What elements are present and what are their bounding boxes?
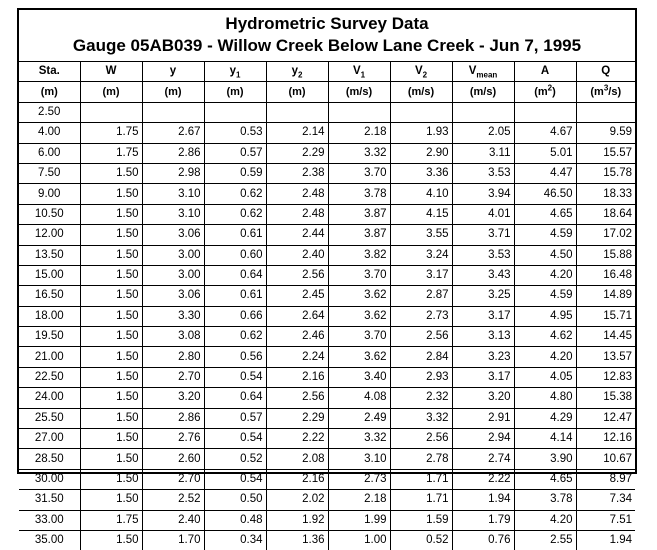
table-cell: 4.05	[514, 367, 576, 387]
column-header-label: y	[169, 65, 177, 78]
table-cell: 1.50	[80, 490, 142, 510]
table-cell: 2.05	[452, 123, 514, 143]
table-cell: 2.56	[266, 388, 328, 408]
table-cell: 30.00	[19, 469, 80, 489]
table-cell: 2.38	[266, 163, 328, 183]
table-cell: 3.13	[452, 327, 514, 347]
column-unit	[266, 82, 328, 102]
column-unit-label: (m)	[226, 85, 244, 98]
table-cell: 3.32	[328, 143, 390, 163]
table-row	[19, 367, 635, 387]
table-cell: 2.22	[452, 469, 514, 489]
table-cell: 3.10	[328, 449, 390, 469]
table-cell: 12.00	[19, 225, 80, 245]
table-cell: 3.36	[390, 163, 452, 183]
table-cell: 1.75	[80, 143, 142, 163]
table-cell: 1.00	[328, 530, 390, 550]
table-row	[19, 510, 635, 530]
column-header-label: W	[105, 65, 117, 78]
table-cell: 7.34	[576, 490, 635, 510]
column-unit	[452, 82, 514, 102]
table-cell: 3.62	[328, 286, 390, 306]
table-cell: 1.36	[266, 530, 328, 550]
table-cell: 1.50	[80, 530, 142, 550]
column-unit-label: (m/s)	[469, 85, 497, 98]
table-cell: 16.50	[19, 286, 80, 306]
table-cell: 12.16	[576, 429, 635, 449]
table-cell	[142, 102, 204, 122]
table-row	[19, 102, 635, 122]
column-header-label: V	[352, 65, 361, 78]
table-cell: 0.59	[204, 163, 266, 183]
table-cell: 3.82	[328, 245, 390, 265]
table-cell: 2.70	[142, 367, 204, 387]
column-unit-label: (m)	[40, 85, 58, 98]
table-row	[19, 286, 635, 306]
table-cell: 13.50	[19, 245, 80, 265]
table-cell: 9.00	[19, 184, 80, 204]
table-cell: 0.62	[204, 327, 266, 347]
table-cell: 21.00	[19, 347, 80, 367]
table-cell: 3.10	[142, 184, 204, 204]
table-cell: 33.00	[19, 510, 80, 530]
column-unit	[328, 82, 390, 102]
table-cell: 2.74	[452, 449, 514, 469]
table-row	[19, 265, 635, 285]
table-cell: 2.45	[266, 286, 328, 306]
table-cell: 0.62	[204, 184, 266, 204]
table-row	[19, 306, 635, 326]
survey-table	[19, 62, 635, 550]
table-cell: 1.75	[80, 510, 142, 530]
table-cell: 2.98	[142, 163, 204, 183]
column-unit-label: (m)	[102, 85, 120, 98]
table-cell: 1.50	[80, 184, 142, 204]
table-cell: 2.16	[266, 367, 328, 387]
table-cell: 4.08	[328, 388, 390, 408]
table-cell: 3.62	[328, 306, 390, 326]
table-cell	[266, 102, 328, 122]
column-unit-label: (m	[590, 85, 604, 98]
table-cell: 17.02	[576, 225, 635, 245]
table-cell: 15.88	[576, 245, 635, 265]
header-row	[19, 62, 635, 82]
table-cell: 3.25	[452, 286, 514, 306]
table-cell: 16.48	[576, 265, 635, 285]
table-cell: 3.20	[452, 388, 514, 408]
table-cell: 4.95	[514, 306, 576, 326]
table-cell: 2.73	[328, 469, 390, 489]
column-header-label: V	[414, 65, 423, 78]
table-row	[19, 123, 635, 143]
table-cell: 2.44	[266, 225, 328, 245]
table-row	[19, 469, 635, 489]
table-cell: 2.70	[142, 469, 204, 489]
title-block	[19, 10, 635, 62]
table-cell: 3.24	[390, 245, 452, 265]
column-header-subscript: 1	[235, 70, 241, 80]
table-cell: 2.76	[142, 429, 204, 449]
column-unit-tail: /s)	[608, 85, 622, 98]
column-header-subscript: 1	[360, 70, 366, 80]
table-cell: 1.50	[80, 388, 142, 408]
table-cell: 2.56	[390, 327, 452, 347]
table-cell: 0.62	[204, 204, 266, 224]
table-cell: 2.64	[266, 306, 328, 326]
table-cell: 46.50	[514, 184, 576, 204]
table-cell: 0.56	[204, 347, 266, 367]
survey-sheet	[17, 8, 637, 547]
column-header	[266, 62, 328, 82]
column-unit-label: (m/s)	[345, 85, 373, 98]
table-cell: 25.50	[19, 408, 80, 428]
table-cell: 3.00	[142, 265, 204, 285]
table-cell: 3.43	[452, 265, 514, 285]
column-header-label: V	[468, 65, 477, 78]
table-cell: 2.50	[19, 102, 80, 122]
column-unit	[19, 82, 80, 102]
table-cell: 24.00	[19, 388, 80, 408]
column-header	[19, 62, 80, 82]
table-cell: 0.57	[204, 408, 266, 428]
units-row	[19, 82, 635, 102]
table-cell: 0.60	[204, 245, 266, 265]
table-cell: 5.01	[514, 143, 576, 163]
table-cell: 28.50	[19, 449, 80, 469]
table-cell: 35.00	[19, 530, 80, 550]
column-unit-label: (m/s)	[407, 85, 435, 98]
table-cell: 3.32	[390, 408, 452, 428]
column-header-label: Q	[601, 65, 611, 78]
table-cell: 1.50	[80, 163, 142, 183]
table-cell: 3.11	[452, 143, 514, 163]
table-cell: 1.94	[576, 530, 635, 550]
table-cell: 2.73	[390, 306, 452, 326]
table-cell: 0.54	[204, 367, 266, 387]
column-header-label: y	[229, 65, 236, 78]
table-cell: 6.00	[19, 143, 80, 163]
page-subtitle: Gauge 05AB039 - Willow Creek Below Lane Creek - Jun 7, 1995	[72, 36, 582, 55]
table-cell: 3.70	[328, 163, 390, 183]
table-cell: 0.61	[204, 286, 266, 306]
table-cell: 3.53	[452, 163, 514, 183]
table-cell: 4.80	[514, 388, 576, 408]
table-cell: 4.65	[514, 204, 576, 224]
table-cell: 2.02	[266, 490, 328, 510]
table-row	[19, 184, 635, 204]
table-cell: 2.29	[266, 143, 328, 163]
table-cell: 1.50	[80, 449, 142, 469]
column-header	[390, 62, 452, 82]
table-cell: 1.59	[390, 510, 452, 530]
table-row	[19, 429, 635, 449]
table-cell: 19.50	[19, 327, 80, 347]
table-cell: 15.78	[576, 163, 635, 183]
table-row	[19, 530, 635, 550]
table-cell: 1.75	[80, 123, 142, 143]
table-cell: 3.87	[328, 204, 390, 224]
column-header-label: y	[291, 65, 298, 78]
table-cell: 3.06	[142, 286, 204, 306]
table-cell: 1.94	[452, 490, 514, 510]
table-cell: 2.56	[390, 429, 452, 449]
table-cell: 3.08	[142, 327, 204, 347]
table-cell: 0.52	[204, 449, 266, 469]
table-cell: 3.40	[328, 367, 390, 387]
table-cell: 2.91	[452, 408, 514, 428]
table-cell: 1.50	[80, 265, 142, 285]
table-cell: 2.32	[390, 388, 452, 408]
table-cell: 0.64	[204, 265, 266, 285]
table-cell: 4.47	[514, 163, 576, 183]
table-cell: 15.57	[576, 143, 635, 163]
table-cell: 2.60	[142, 449, 204, 469]
table-cell: 4.65	[514, 469, 576, 489]
table-cell: 1.50	[80, 347, 142, 367]
table-cell: 4.67	[514, 123, 576, 143]
column-header	[452, 62, 514, 82]
table-cell: 3.20	[142, 388, 204, 408]
table-cell: 2.78	[390, 449, 452, 469]
table-row	[19, 204, 635, 224]
column-unit-superscript: 3	[603, 82, 609, 92]
table-cell: 2.90	[390, 143, 452, 163]
table-cell: 2.84	[390, 347, 452, 367]
column-unit-tail: )	[552, 85, 556, 98]
table-row	[19, 490, 635, 510]
table-row	[19, 408, 635, 428]
table-cell: 22.50	[19, 367, 80, 387]
table-cell: 0.34	[204, 530, 266, 550]
table-cell	[514, 102, 576, 122]
table-cell: 7.51	[576, 510, 635, 530]
table-cell: 2.24	[266, 347, 328, 367]
table-cell: 1.50	[80, 204, 142, 224]
table-cell: 2.18	[328, 123, 390, 143]
table-cell: 2.29	[266, 408, 328, 428]
table-cell: 1.50	[80, 286, 142, 306]
table-cell	[204, 102, 266, 122]
column-header-label: Sta.	[38, 65, 60, 78]
table-cell: 3.55	[390, 225, 452, 245]
column-header-label: A	[540, 65, 550, 78]
table-cell: 2.52	[142, 490, 204, 510]
table-cell: 18.00	[19, 306, 80, 326]
table-cell	[80, 102, 142, 122]
table-cell	[390, 102, 452, 122]
column-header	[142, 62, 204, 82]
table-row	[19, 347, 635, 367]
table-cell: 2.14	[266, 123, 328, 143]
table-cell: 3.70	[328, 327, 390, 347]
table-cell: 1.79	[452, 510, 514, 530]
table-cell: 2.48	[266, 184, 328, 204]
column-unit	[390, 82, 452, 102]
table-cell: 15.00	[19, 265, 80, 285]
table-cell: 1.50	[80, 306, 142, 326]
table-cell: 1.71	[390, 469, 452, 489]
table-cell: 1.92	[266, 510, 328, 530]
table-cell: 1.50	[80, 367, 142, 387]
table-cell: 4.10	[390, 184, 452, 204]
column-header	[328, 62, 390, 82]
table-row	[19, 449, 635, 469]
table-cell: 0.53	[204, 123, 266, 143]
table-cell: 0.54	[204, 469, 266, 489]
table-cell: 0.64	[204, 388, 266, 408]
table-row	[19, 163, 635, 183]
table-cell: 18.33	[576, 184, 635, 204]
table-cell: 2.49	[328, 408, 390, 428]
table-cell: 2.16	[266, 469, 328, 489]
table-cell: 15.38	[576, 388, 635, 408]
table-cell: 3.30	[142, 306, 204, 326]
column-unit-label: (m)	[164, 85, 182, 98]
table-cell: 27.00	[19, 429, 80, 449]
table-cell: 18.64	[576, 204, 635, 224]
table-cell: 3.17	[390, 265, 452, 285]
table-cell: 2.48	[266, 204, 328, 224]
table-cell: 8.97	[576, 469, 635, 489]
table-cell: 2.86	[142, 143, 204, 163]
column-unit-label: (m)	[288, 85, 306, 98]
table-cell: 2.18	[328, 490, 390, 510]
page-title: Hydrometric Survey Data	[225, 14, 429, 33]
table-cell: 4.20	[514, 510, 576, 530]
column-unit-superscript: 2	[547, 82, 553, 92]
table-cell: 3.87	[328, 225, 390, 245]
column-header	[80, 62, 142, 82]
table-cell: 0.50	[204, 490, 266, 510]
table-cell: 2.55	[514, 530, 576, 550]
table-cell	[328, 102, 390, 122]
table-cell: 4.01	[452, 204, 514, 224]
table-cell: 1.50	[80, 429, 142, 449]
column-unit-label: (m	[534, 85, 548, 98]
table-cell: 4.59	[514, 225, 576, 245]
table-cell: 4.15	[390, 204, 452, 224]
table-cell: 12.47	[576, 408, 635, 428]
table-cell: 3.90	[514, 449, 576, 469]
table-cell: 0.48	[204, 510, 266, 530]
table-cell: 3.06	[142, 225, 204, 245]
table-cell: 3.62	[328, 347, 390, 367]
table-cell: 4.00	[19, 123, 80, 143]
table-cell: 14.45	[576, 327, 635, 347]
table-cell	[576, 102, 635, 122]
table-row	[19, 245, 635, 265]
table-cell: 2.93	[390, 367, 452, 387]
table-cell: 2.56	[266, 265, 328, 285]
table-cell: 2.86	[142, 408, 204, 428]
table-row	[19, 225, 635, 245]
table-cell: 1.50	[80, 469, 142, 489]
table-cell: 1.71	[390, 490, 452, 510]
table-cell: 2.46	[266, 327, 328, 347]
table-cell: 0.57	[204, 143, 266, 163]
table-cell: 12.83	[576, 367, 635, 387]
table-cell: 2.94	[452, 429, 514, 449]
table-cell: 9.59	[576, 123, 635, 143]
table-cell: 13.57	[576, 347, 635, 367]
table-cell: 14.89	[576, 286, 635, 306]
table-row	[19, 143, 635, 163]
table-cell: 0.66	[204, 306, 266, 326]
table-cell: 2.87	[390, 286, 452, 306]
table-cell: 2.40	[266, 245, 328, 265]
table-cell: 2.40	[142, 510, 204, 530]
table-cell: 3.53	[452, 245, 514, 265]
table-cell: 4.29	[514, 408, 576, 428]
table-cell: 4.14	[514, 429, 576, 449]
table-cell: 1.50	[80, 245, 142, 265]
table-cell: 0.52	[390, 530, 452, 550]
column-header	[576, 62, 635, 82]
table-cell: 3.23	[452, 347, 514, 367]
column-unit	[142, 82, 204, 102]
table-cell: 1.50	[80, 225, 142, 245]
table-cell: 3.70	[328, 265, 390, 285]
column-unit	[80, 82, 142, 102]
column-header-subscript: 2	[297, 70, 303, 80]
table-cell: 1.99	[328, 510, 390, 530]
table-cell: 3.10	[142, 204, 204, 224]
table-cell: 4.20	[514, 265, 576, 285]
table-cell: 3.32	[328, 429, 390, 449]
column-unit	[514, 82, 576, 102]
table-cell: 3.00	[142, 245, 204, 265]
column-header-subscript: mean	[476, 70, 498, 80]
table-cell: 2.08	[266, 449, 328, 469]
table-cell: 3.78	[514, 490, 576, 510]
table-cell: 4.20	[514, 347, 576, 367]
table-cell: 4.50	[514, 245, 576, 265]
table-cell: 1.50	[80, 327, 142, 347]
table-cell: 15.71	[576, 306, 635, 326]
table-row	[19, 388, 635, 408]
table-cell	[452, 102, 514, 122]
table-cell: 0.61	[204, 225, 266, 245]
table-cell: 3.17	[452, 367, 514, 387]
column-header	[204, 62, 266, 82]
table-cell: 2.67	[142, 123, 204, 143]
table-cell: 10.50	[19, 204, 80, 224]
column-unit	[576, 82, 635, 102]
column-header	[514, 62, 576, 82]
table-cell: 3.78	[328, 184, 390, 204]
table-cell: 3.71	[452, 225, 514, 245]
table-cell: 2.22	[266, 429, 328, 449]
table-cell: 1.70	[142, 530, 204, 550]
table-row	[19, 327, 635, 347]
table-cell: 3.94	[452, 184, 514, 204]
table-cell: 4.59	[514, 286, 576, 306]
column-header-subscript: 2	[422, 70, 428, 80]
table-cell: 4.62	[514, 327, 576, 347]
table-cell: 1.93	[390, 123, 452, 143]
table-cell: 31.50	[19, 490, 80, 510]
table-cell: 3.17	[452, 306, 514, 326]
table-cell: 10.67	[576, 449, 635, 469]
table-cell: 2.80	[142, 347, 204, 367]
table-cell: 1.50	[80, 408, 142, 428]
table-cell: 7.50	[19, 163, 80, 183]
column-unit	[204, 82, 266, 102]
table-cell: 0.76	[452, 530, 514, 550]
table-cell: 0.54	[204, 429, 266, 449]
